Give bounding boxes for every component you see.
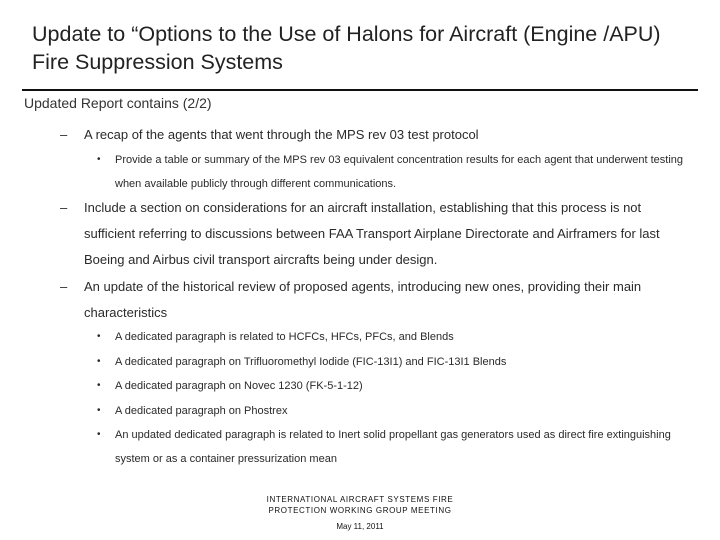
- list-item-text: A dedicated paragraph is related to HCFCs, HFCs, PFCs, and Blends: [115, 331, 454, 343]
- title-divider: [22, 89, 698, 91]
- bullet-marker: •: [97, 331, 101, 342]
- list-item: [97, 374, 703, 398]
- list-item: [60, 122, 694, 148]
- list-item-text: An update of the historical review of proposed agents, introducing new ones, providing their main characteristics: [84, 279, 642, 320]
- list-item: [60, 274, 694, 326]
- list-item-text: A recap of the agents that went through the MPS rev 03 test protocol: [84, 127, 479, 142]
- bullet-marker: •: [97, 154, 101, 165]
- bullet-marker: •: [97, 405, 101, 416]
- dash-marker: –: [60, 127, 68, 142]
- list-item: [97, 325, 703, 349]
- list-item: [97, 148, 703, 196]
- footer-date: May 11, 2011: [336, 522, 384, 531]
- bullet-marker: •: [97, 429, 101, 440]
- list-item: [97, 350, 703, 374]
- footer-organization: [250, 494, 470, 516]
- list-item-text: A dedicated paragraph on Phostrex: [115, 405, 288, 417]
- bullet-marker: •: [97, 380, 101, 391]
- dash-marker: –: [60, 279, 68, 294]
- footer-line: INTERNATIONAL AIRCRAFT SYSTEMS FIRE: [266, 495, 454, 504]
- list-item: [60, 195, 694, 273]
- slide-subtitle: Updated Report contains (2/2): [24, 95, 212, 111]
- slide-title: Update to “Options to the Use of Halons for Aircraft (Engine /APU) Fire Suppression Systems: [32, 22, 661, 74]
- list-item: [97, 399, 703, 423]
- list-item-text: Provide a table or summary of the MPS rev 03 equivalent concentration results for each agent that underwent testing when available publicly through different communications.: [115, 154, 684, 190]
- list-item: [97, 423, 703, 471]
- footer-line: PROTECTION WORKING GROUP MEETING: [268, 506, 452, 515]
- list-item-text: An updated dedicated paragraph is related to Inert solid propellant gas generators used as direct fire extinguishing system or as a container pressurization mean: [115, 429, 671, 465]
- list-item-text: A dedicated paragraph on Novec 1230 (FK-5-1-12): [115, 380, 363, 392]
- dash-marker: –: [60, 200, 68, 215]
- list-item-text: A dedicated paragraph on Trifluoromethyl Iodide (FIC-13I1) and FIC-13I1 Blends: [115, 356, 507, 368]
- bullet-marker: •: [97, 356, 101, 367]
- list-item-text: Include a section on considerations for an aircraft installation, establishing that this process is not sufficient referring to discussions between FAA Transport Airplane Directorate and Airframers for last Boeing and Airbus civil transport aircrafts being under design.: [84, 200, 660, 267]
